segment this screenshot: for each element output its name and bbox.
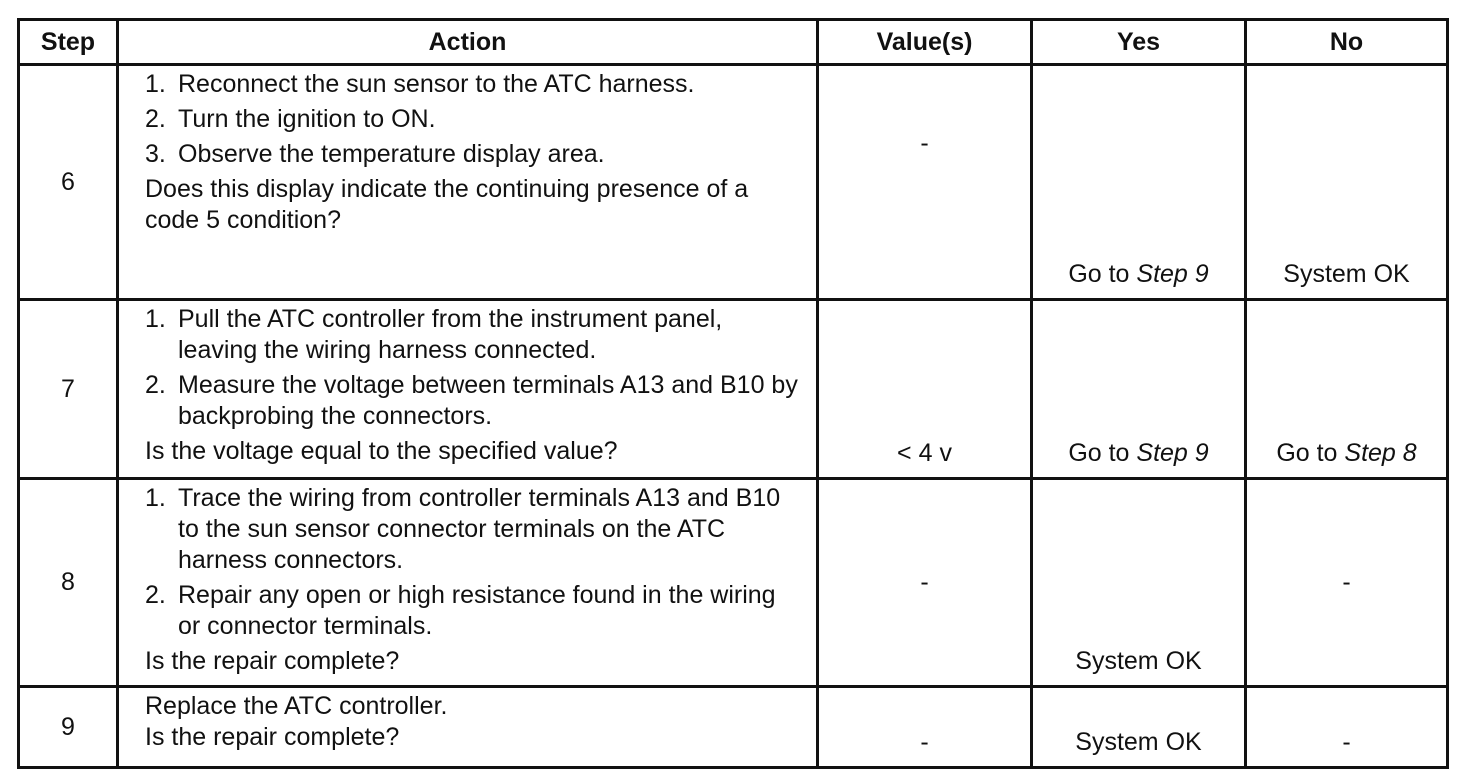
step-number: 9 (19, 687, 118, 768)
value-cell: - (818, 687, 1032, 768)
no-cell: - (1246, 687, 1448, 768)
step-number: 7 (19, 300, 118, 479)
action-item-text: Repair any open or high resistance found in the wiring or connector terminals. (178, 581, 776, 640)
yes-cell (1032, 65, 1246, 300)
action-item (145, 69, 802, 100)
no-step-link[interactable]: Step 8 (1344, 439, 1417, 467)
action-cell (118, 300, 818, 479)
action-text: Replace the ATC controller. (145, 692, 448, 720)
action-item (145, 580, 802, 642)
action-cell (118, 65, 818, 300)
action-item-text: Reconnect the sun sensor to the ATC harness. (178, 70, 695, 98)
yes-cell: System OK (1032, 687, 1246, 768)
table-header-row (19, 20, 1448, 65)
table-row (19, 65, 1448, 300)
header-step: Step (19, 20, 118, 65)
action-question: Is the voltage equal to the specified value? (145, 437, 618, 465)
table-row (19, 479, 1448, 687)
action-item-number: 2. (145, 105, 166, 133)
step-number: 8 (19, 479, 118, 687)
action-item-number: 1. (145, 70, 166, 98)
action-item-text: Pull the ATC controller from the instrument panel, leaving the wiring harness connected. (178, 305, 723, 364)
value-cell: - (818, 65, 1032, 300)
header-values: Value(s) (818, 20, 1032, 65)
action-question: Is the repair complete? (145, 647, 400, 675)
action-item-text: Turn the ignition to ON. (178, 105, 436, 133)
header-no: No (1246, 20, 1448, 65)
action-cell (118, 479, 818, 687)
table-row (19, 687, 1448, 768)
table-row (19, 300, 1448, 479)
yes-cell: System OK (1032, 479, 1246, 687)
action-item (145, 304, 802, 366)
header-action: Action (118, 20, 818, 65)
yes-prefix: Go to (1068, 439, 1137, 467)
action-item (145, 483, 802, 576)
action-item-text: Measure the voltage between terminals A13 and B10 by backprobing the connectors. (178, 371, 798, 430)
yes-step-link[interactable]: Step 9 (1136, 260, 1209, 288)
step-number: 6 (19, 65, 118, 300)
value-cell: - (818, 479, 1032, 687)
action-item-number: 1. (145, 305, 166, 333)
action-item (145, 104, 802, 135)
action-item-number: 2. (145, 371, 166, 399)
action-item (145, 370, 802, 432)
action-item-text: Observe the temperature display area. (178, 140, 605, 168)
action-item-number: 2. (145, 581, 166, 609)
value-cell: < 4 v (818, 300, 1032, 479)
action-item-number: 3. (145, 140, 166, 168)
yes-prefix: Go to (1068, 260, 1137, 288)
no-prefix: Go to (1276, 439, 1345, 467)
no-cell: System OK (1246, 65, 1448, 300)
header-yes: Yes (1032, 20, 1246, 65)
action-item-text: Trace the wiring from controller terminals A13 and B10 to the sun sensor connector terminals on the ATC harness connectors. (178, 484, 781, 574)
action-item (145, 139, 802, 170)
no-cell (1246, 300, 1448, 479)
yes-cell (1032, 300, 1246, 479)
diagnostic-table (17, 18, 1449, 769)
action-item-number: 1. (145, 484, 166, 512)
action-question: Is the repair complete? (145, 723, 400, 751)
yes-step-link[interactable]: Step 9 (1136, 439, 1209, 467)
no-cell: - (1246, 479, 1448, 687)
action-cell (118, 687, 818, 768)
action-question: Does this display indicate the continuing presence of a code 5 condition? (145, 175, 749, 234)
